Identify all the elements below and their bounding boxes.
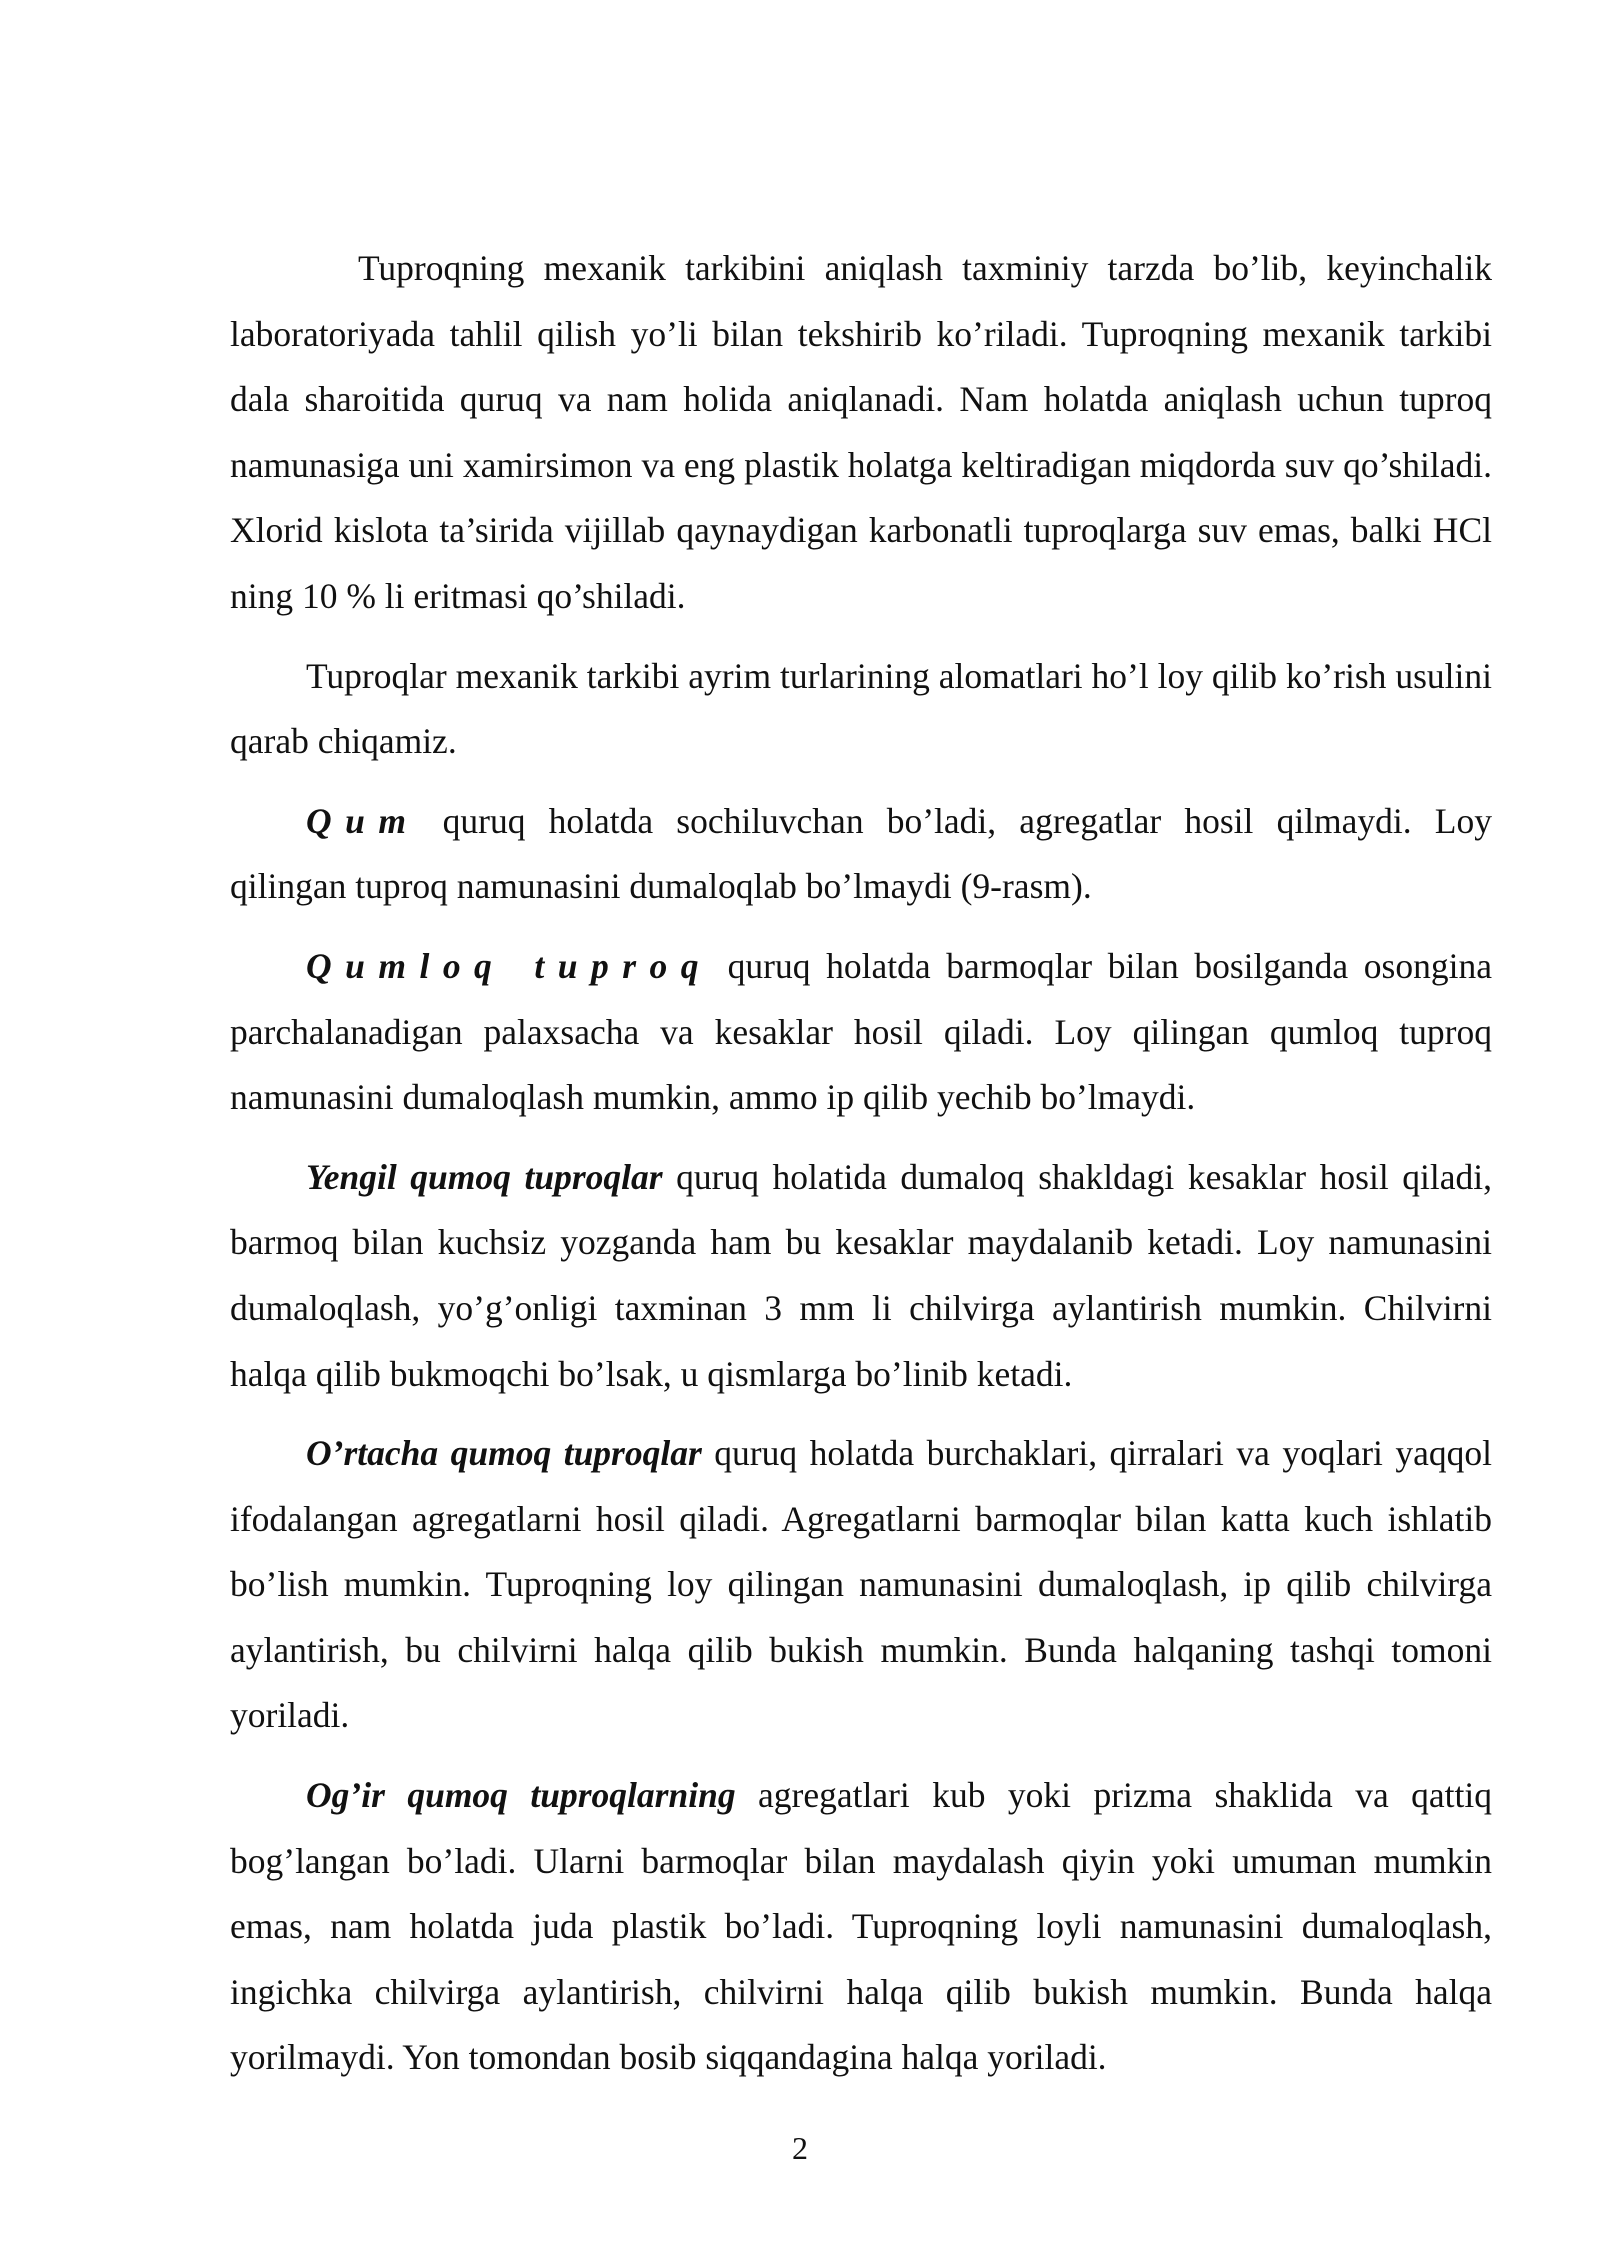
paragraph-text: Tuproqning mexanik tarkibini aniqlash taxminiy tarzda bo’lib, keyinchalik laboratoriyada tahlil qilish yo’li bilan tekshirib ko’riladi. Tuproqning mexanik tarkibi dala sharoitida quruq va nam holida aniqlanadi. Nam holatda aniqlash uchun tuproq namunasiga uni xamirsimon va eng plastik holatga keltiradigan miqdorda suv qo’shiladi. Xlorid kislota ta’sirida vijillab qaynaydigan karbonatli tuproqlarga suv emas, balki HCl ning 10 % li eritmasi qo’shiladi. xyxy=(230,248,1492,616)
paragraph-intro xyxy=(230,236,1492,630)
paragraph-text: agregatlari kub yoki prizma shaklida va qattiq bog’langan bo’ladi. Ularni barmoqlar bilan maydalash qiyin yoki umuman mumkin emas, nam holatda juda plastik bo’ladi. Tuproqning loyli namunasini dumaloqlash, ingichka chilvirga aylantirish, chilvirni halqa qilib bukish mumkin. Bunda halqa yorilmaydi. Yon tomondan bosib siqqandagina halqa yoriladi. xyxy=(230,1775,1492,2078)
document-page xyxy=(230,236,1492,2105)
paragraph-qum xyxy=(230,789,1492,920)
term-qum: Qum xyxy=(306,800,420,841)
paragraph-text: Tuproqlar mexanik tarkibi ayrim turlarining alomatlari ho’l loy qilib ko’rish usulini qarab chiqamiz. xyxy=(230,655,1492,762)
term-qumloq-tuproq: Qumloq tuproq xyxy=(306,945,713,986)
paragraph-ortacha-qumoq xyxy=(230,1421,1492,1749)
page-number: 2 xyxy=(792,2130,808,2166)
paragraph-text: quruq holatda sochiluvchan bo’ladi, agregatlar hosil qilmaydi. Loy qilingan tuproq namunasini dumaloqlab bo’lmaydi (9-rasm). xyxy=(230,800,1492,907)
paragraph-method xyxy=(230,644,1492,775)
term-yengil-qumoq: Yengil qumoq tuproqlar xyxy=(306,1156,663,1197)
paragraph-ogir-qumoq xyxy=(230,1763,1492,2091)
term-ogir-qumoq: Og’ir qumoq tuproqlarning xyxy=(306,1775,736,1816)
paragraph-text: quruq holatda burchaklari, qirralari va yoqlari yaqqol ifodalangan agregatlarni hosil qiladi. Agregatlarni barmoqlar bilan katta kuch ishlatib bo’lish mumkin. Tuproqning loy qilingan namunasini dumaloqlash, ip qilib chilvirga aylantirish, bu chilvirni halqa qilib bukish mumkin. Bunda halqaning tashqi tomoni yoriladi. xyxy=(230,1433,1493,1736)
paragraph-qumloq xyxy=(230,934,1492,1131)
paragraph-text: quruq holatda barmoqlar bilan bosilganda osongina parchalanadigan palaxsacha va kesaklar hosil qiladi. Loy qilingan qumloq tuproq namunasini dumaloqlash mumkin, ammo ip qilib yechib bo’lmaydi. xyxy=(230,945,1492,1118)
term-ortacha-qumoq: O’rtacha qumoq tuproqlar xyxy=(306,1433,702,1474)
paragraph-yengil-qumoq xyxy=(230,1145,1492,1407)
paragraph-text: quruq holatida dumaloq shakldagi kesaklar hosil qiladi, barmoq bilan kuchsiz yozganda ham bu kesaklar maydalanib ketadi. Loy namunasini dumaloqlash, yo’g’onligi taxminan 3 mm li chilvirga aylantirish mumkin. Chilvirni halqa qilib bukmoqchi bo’lsak, u qismlarga bo’linib ketadi. xyxy=(230,1156,1492,1394)
